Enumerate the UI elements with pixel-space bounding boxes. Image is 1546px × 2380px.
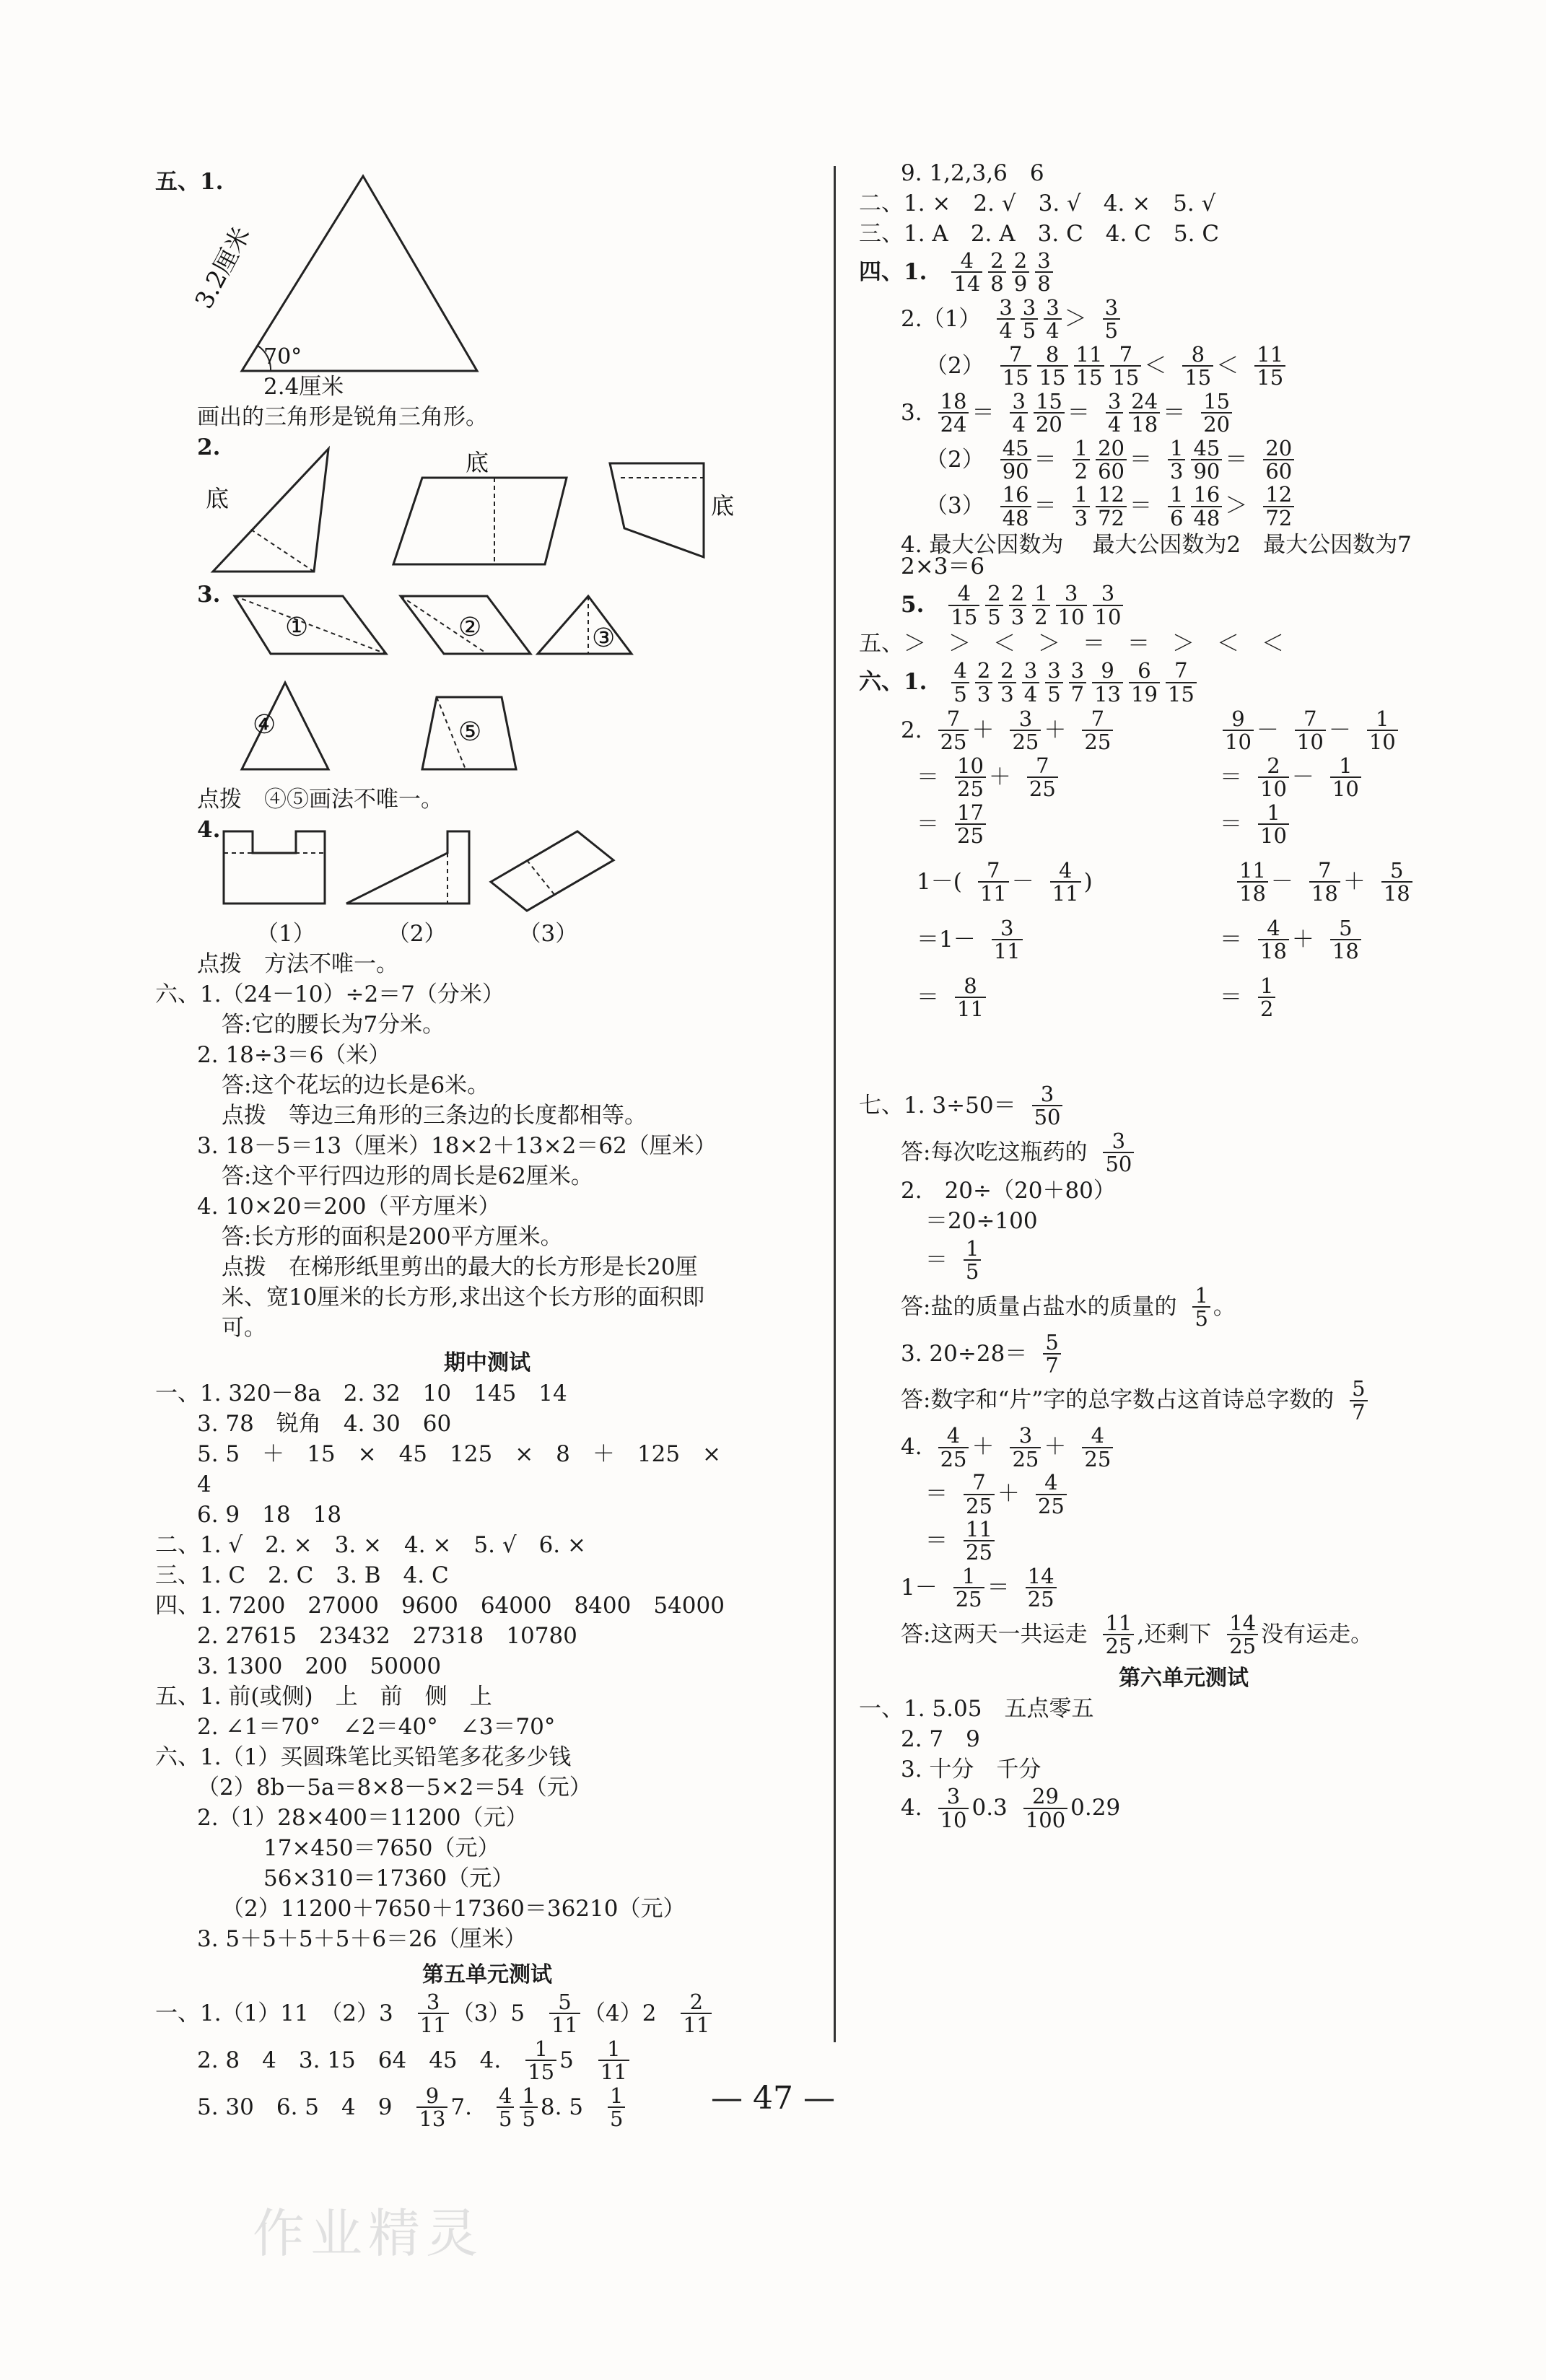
text: 2. — [901, 717, 922, 744]
fraction: $\frac{9}{10}$ — [1223, 708, 1254, 753]
fraction: $\frac{4}{18}$ — [1258, 917, 1289, 963]
text: ＝ — [1130, 446, 1152, 473]
fraction: $\frac{7}{10}$ — [1295, 708, 1326, 753]
mid-r18: 3. 5＋5＋5＋5＋6＝26（厘米） — [197, 1926, 527, 1953]
fraction: $\frac{2}{3}$ — [1009, 582, 1026, 628]
s6-p1: 六、1.（24－10）÷2＝7（分米） — [155, 981, 505, 1007]
text: ＝ — [1220, 811, 1242, 838]
text: ＝ — [1220, 764, 1242, 791]
fraction: $\frac{7}{11}$ — [978, 859, 1009, 905]
fraction: $\frac{45}{90}$ — [1000, 437, 1031, 483]
fraction: $\frac{4}{5}$ — [951, 660, 969, 705]
fraction: $\frac{1}{10}$ — [1330, 755, 1361, 800]
u5-a1-c: （4）2 — [582, 2000, 657, 2027]
si4-text: 4. 最大公因数为 — [901, 531, 1064, 558]
mid-r11: 2. ∠1＝70° ∠2＝40° ∠3＝70° — [197, 1714, 556, 1741]
fraction: $\frac{1}{2}$ — [1258, 975, 1275, 1020]
text: 1－ — [901, 1574, 938, 1601]
fraction: $\frac{11}{15}$ — [1074, 344, 1105, 389]
fraction: $\frac{3}{50}$ — [1032, 1083, 1063, 1129]
mid-r7: 四、1. 7200 27000 9600 64000 8400 54000 — [155, 1593, 725, 1619]
calc-line — [1234, 859, 1415, 905]
s6-p2: 2. 18÷3＝6（米） — [197, 1041, 391, 1068]
fraction: $\frac{24}{18}$ — [1129, 390, 1160, 436]
shape-4: ④ — [253, 710, 276, 740]
text: ,还剩下 — [1137, 1621, 1212, 1648]
calc-line — [1220, 975, 1278, 1020]
fraction: $\frac{3}{50}$ — [1103, 1130, 1134, 1176]
cut-captions — [155, 919, 819, 948]
fraction: $\frac{11}{18}$ — [1237, 859, 1268, 905]
fraction: $\frac{2}{8}$ — [988, 250, 1005, 295]
u5-a2-text: 2. 8 4 3. 15 64 45 4. — [197, 2047, 502, 2073]
fraction: $\frac{3}{11}$ — [992, 917, 1023, 963]
text: ＝ — [987, 1574, 1010, 1601]
text: 答:盐的质量占盐水的质量的 — [901, 1293, 1177, 1320]
text: 七、1. 3÷50＝ — [859, 1093, 1016, 1119]
mid-r5: 二、1. √ 2. × 3. × 4. × 5. √ 6. × — [155, 1532, 586, 1559]
r-si3 — [859, 390, 1508, 436]
triangle-base-label: 2.4厘米 — [263, 373, 344, 400]
mid-r2: 3. 78 锐角 4. 30 60 — [197, 1411, 452, 1438]
text: ＋ — [1291, 927, 1314, 953]
fraction: $\frac{6}{19}$ — [1129, 660, 1160, 705]
text: 1－( — [917, 869, 962, 896]
text: 答:每次吃这瓶药的 — [901, 1139, 1088, 1165]
fraction: $\frac{1}{5}$ — [964, 1238, 981, 1283]
r-qi1 — [859, 1083, 1508, 1129]
heights-figure — [206, 449, 754, 579]
text: ＋ — [997, 1481, 1020, 1508]
fraction: $\frac{5}{18}$ — [1381, 859, 1412, 905]
fraction: $\frac{9}{13}$ — [1092, 660, 1123, 705]
r-liu2-calc — [859, 706, 1508, 1082]
text: （2） — [925, 446, 984, 473]
text: ＞ — [1064, 305, 1087, 332]
fraction: $\frac{3}{25}$ — [1010, 708, 1041, 753]
fraction: $\frac{2}{3}$ — [975, 660, 992, 705]
fraction: $\frac{1}{5}$ — [520, 2085, 537, 2130]
r-si3c — [859, 484, 1508, 529]
calc-line — [1220, 755, 1364, 800]
fraction: $\frac{2}{3}$ — [998, 660, 1016, 705]
s6-p3: 3. 18－5＝13（厘米）18×2＋13×2＝62（厘米） — [197, 1132, 717, 1159]
midterm-title: 期中测试 — [444, 1350, 530, 1375]
text: 3. — [901, 399, 922, 426]
fraction: $\frac{4}{15}$ — [948, 582, 979, 628]
text: － — [1270, 869, 1293, 896]
text: ＋ — [1044, 717, 1067, 744]
r-si3b — [859, 437, 1508, 483]
fraction: $\frac{1}{2}$ — [1032, 582, 1049, 628]
shapes-figure — [227, 589, 733, 784]
unit6-title: 第六单元测试 — [1119, 1665, 1249, 1691]
s6-p4-tip3: 可。 — [222, 1314, 266, 1341]
fraction: $\frac{7}{15}$ — [1000, 344, 1031, 389]
fraction: $\frac{12}{72}$ — [1096, 484, 1127, 529]
calc-line — [917, 755, 1061, 800]
triangle-note: 画出的三角形是锐角三角形。 — [197, 403, 488, 430]
fraction: $\frac{4}{25}$ — [1082, 1425, 1113, 1470]
text: 4. — [901, 1795, 922, 1821]
text: － — [1256, 717, 1279, 744]
r-wu: 五、＞ ＞ ＜ ＞ ＝ ＝ ＞ ＜ ＜ — [859, 630, 1284, 657]
text: ＝ — [917, 764, 939, 791]
fraction: $\frac{1}{3}$ — [1073, 484, 1090, 529]
text: 4. — [901, 1434, 922, 1461]
u5-a2-b: 5 — [559, 2047, 574, 2073]
u5-a2 — [155, 2038, 819, 2083]
calc-line — [1220, 708, 1401, 753]
text: 答:数字和“片”字的总字数占这首诗总字数的 — [901, 1387, 1335, 1414]
mid-r17: （2）11200＋7650＋17360＝36210（元） — [222, 1896, 686, 1922]
tip-drawing: 点拨 ④⑤画法不唯一。 — [197, 786, 443, 813]
fraction: $\frac{4}{25}$ — [938, 1425, 969, 1470]
r-qi4d — [859, 1565, 1508, 1611]
text: ＝ — [1034, 446, 1057, 473]
mid-r4: 6. 9 18 18 — [197, 1502, 342, 1528]
u6-d — [859, 1785, 1508, 1831]
fraction: $\frac{5}{7}$ — [1043, 1331, 1060, 1377]
text: ＝ — [925, 1481, 948, 1508]
text: ＝ — [1225, 446, 1248, 473]
u5-a1-b: （3）5 — [451, 2000, 525, 2027]
mid-r15: 17×450＝7650（元） — [263, 1835, 500, 1862]
r-qi4c — [859, 1518, 1508, 1564]
u6-c: 3. 十分 千分 — [901, 1756, 1041, 1782]
calc-line — [901, 708, 1116, 753]
mid-r9: 3. 1300 200 50000 — [197, 1653, 442, 1680]
s6-p4: 4. 10×20＝200（平方厘米） — [197, 1193, 501, 1220]
text: ＝1－ — [917, 927, 976, 953]
text: ＝ — [917, 811, 939, 838]
text: ＜ — [1216, 352, 1239, 379]
fraction: $\frac{8}{11}$ — [955, 975, 986, 1020]
fraction: $\frac{1}{25}$ — [953, 1565, 984, 1611]
fig2-base-c: 底 — [711, 492, 735, 520]
fraction: $\frac{3}{8}$ — [1035, 250, 1052, 295]
r-si5 — [859, 582, 1508, 628]
fraction: $\frac{18}{24}$ — [938, 390, 969, 436]
text: 六、1. — [859, 669, 927, 696]
text: ＝ — [917, 984, 939, 1011]
calc-line — [1220, 917, 1364, 963]
fraction: $\frac{3}{10}$ — [1093, 582, 1124, 628]
fraction: $\frac{7}{25}$ — [964, 1471, 995, 1517]
text: 0.29 — [1070, 1795, 1121, 1821]
text: ＋ — [988, 764, 1011, 791]
fraction: $\frac{3}{11}$ — [418, 1991, 449, 2036]
fraction: $\frac{1}{6}$ — [1168, 484, 1185, 529]
u5-a3-text: 5. 30 6. 5 4 9 — [197, 2094, 393, 2120]
text: ＜ — [1144, 352, 1167, 379]
mid-r1: 一、1. 320－8a 2. 32 10 145 14 — [155, 1381, 567, 1407]
r-qi3a — [859, 1378, 1508, 1423]
fraction: $\frac{4}{11}$ — [1050, 859, 1081, 905]
fraction: $\frac{1}{5}$ — [1192, 1285, 1210, 1330]
r-qi1a — [859, 1130, 1508, 1176]
r-qi2: 2. 20÷（20＋80） — [901, 1178, 1116, 1204]
mid-r13: （2）8b－5a＝8×8－5×2＝54（元） — [197, 1775, 592, 1801]
mid-r6: 三、1. C 2. C 3. B 4. C — [155, 1562, 449, 1589]
left-column — [155, 166, 819, 2132]
s6-p4-tip2: 米、宽10厘米的长方形,求出这个长方形的面积即 — [222, 1284, 705, 1311]
cut-figure — [224, 824, 628, 918]
r-si2 — [859, 294, 1508, 344]
text: ＋ — [971, 1434, 995, 1461]
fraction: $\frac{15}{20}$ — [1201, 390, 1232, 436]
shape-1: ① — [285, 613, 309, 642]
text: 5. — [901, 592, 925, 618]
shape-3: ③ — [592, 624, 616, 653]
fraction: $\frac{5}{18}$ — [1330, 917, 1361, 963]
text: ＝ — [971, 399, 995, 426]
fraction: $\frac{15}{20}$ — [1034, 390, 1065, 436]
calc-line — [917, 975, 989, 1020]
fraction: $\frac{12}{72}$ — [1263, 484, 1294, 529]
fraction: $\frac{1}{11}$ — [598, 2038, 629, 2083]
fraction: $\frac{5}{11}$ — [549, 1991, 580, 2036]
q2-label: 2. — [197, 434, 221, 460]
fraction: $\frac{4}{14}$ — [951, 250, 982, 295]
calc-line — [1220, 802, 1292, 847]
text: （3） — [925, 493, 984, 520]
mid-r3b: 4 — [197, 1471, 211, 1498]
fraction: $\frac{45}{90}$ — [1191, 437, 1222, 483]
watermark: 作业精灵 — [253, 2203, 484, 2264]
mid-r14: 2.（1）28×400＝11200（元） — [197, 1805, 528, 1832]
text: 四、1. — [859, 259, 927, 286]
s6-p1-answer: 答:它的腰长为7分米。 — [222, 1011, 445, 1038]
fraction: $\frac{7}{25}$ — [1027, 755, 1058, 800]
text: ＋ — [1044, 1434, 1067, 1461]
fraction: $\frac{3}{5}$ — [1103, 297, 1120, 342]
fraction: $\frac{8}{15}$ — [1182, 344, 1213, 389]
calc-line — [917, 802, 989, 847]
text: ＝ — [1220, 984, 1242, 1011]
unit5-title: 第五单元测试 — [422, 1961, 552, 1987]
r-si2b — [859, 341, 1508, 390]
fraction: $\frac{7}{25}$ — [938, 708, 969, 753]
text: － — [1291, 764, 1314, 791]
r-qi2c — [859, 1235, 1508, 1285]
fraction: $\frac{1}{2}$ — [1073, 437, 1090, 483]
mid-r16: 56×310＝17360（元） — [263, 1865, 515, 1892]
fraction: $\frac{7}{15}$ — [1166, 660, 1197, 705]
s6-p4-tip1: 点拨 在梯形纸里剪出的最大的长方形是长20厘 — [222, 1254, 698, 1280]
r-9: 9. 1,2,3,6 6 — [901, 159, 1044, 186]
fraction: $\frac{3}{10}$ — [938, 1785, 969, 1831]
text: ＋ — [971, 717, 995, 744]
u5-a3-b: 7. — [450, 2094, 472, 2120]
fraction: $\frac{16}{48}$ — [1000, 484, 1031, 529]
fraction: $\frac{1}{15}$ — [525, 2038, 556, 2083]
fraction: $\frac{3}{25}$ — [1010, 1425, 1041, 1470]
triangle-side-label: 3.2厘米 — [189, 222, 257, 314]
text: 3. 20÷28＝ — [901, 1340, 1028, 1367]
fraction: $\frac{3}{5}$ — [1021, 297, 1038, 342]
fraction: $\frac{10}{25}$ — [955, 755, 986, 800]
r-qi4 — [859, 1425, 1508, 1470]
text: 0.3 — [971, 1795, 1008, 1821]
caption-3: （3） — [518, 920, 578, 947]
text: ＋ — [1342, 869, 1366, 896]
fraction: $\frac{4}{5}$ — [497, 2085, 514, 2130]
text: ＝ — [1220, 927, 1242, 953]
text: 没有运走。 — [1261, 1621, 1374, 1648]
fraction: $\frac{1}{10}$ — [1367, 708, 1398, 753]
fraction: $\frac{2}{10}$ — [1258, 755, 1289, 800]
fraction: $\frac{11}{25}$ — [1103, 1612, 1134, 1658]
text: 答:这两天一共运走 — [901, 1621, 1088, 1648]
fraction: $\frac{11}{25}$ — [964, 1518, 995, 1564]
fraction: $\frac{20}{60}$ — [1263, 437, 1294, 483]
fraction: $\frac{9}{13}$ — [416, 2085, 447, 2130]
fraction: $\frac{1}{10}$ — [1258, 802, 1289, 847]
text: ＝ — [925, 1528, 948, 1554]
triangle-figure — [189, 169, 530, 378]
fraction: $\frac{2}{9}$ — [1012, 250, 1029, 295]
fraction: $\frac{8}{15}$ — [1037, 344, 1068, 389]
r-qi4a — [859, 1612, 1508, 1658]
mid-r12: 六、1.（1）买圆珠笔比买铅笔多花多少钱 — [155, 1744, 572, 1771]
fraction: $\frac{4}{25}$ — [1036, 1471, 1067, 1517]
r-qi2b: ＝20÷100 — [925, 1208, 1038, 1235]
fraction: $\frac{2}{5}$ — [985, 582, 1003, 628]
fraction: $\frac{14}{25}$ — [1227, 1612, 1258, 1658]
text: － — [1328, 717, 1351, 744]
fraction: $\frac{3}{5}$ — [1045, 660, 1062, 705]
fraction: $\frac{3}{7}$ — [1069, 660, 1086, 705]
shape-5: ⑤ — [458, 717, 482, 747]
calc-line — [917, 917, 1026, 963]
fraction: $\frac{3}{10}$ — [1056, 582, 1087, 628]
q4-label: 4. — [197, 816, 221, 843]
column-divider — [834, 166, 836, 2042]
mid-r3: 5. 5 ＋ 15 × 45 125 × 8 ＋ 125 × — [197, 1441, 722, 1468]
u6-a: 一、1. 5.05 五点零五 — [859, 1695, 1094, 1722]
shape-2: ② — [458, 613, 482, 642]
r-si4b: 2×3＝6 — [901, 553, 985, 579]
fig2-base-b: 底 — [466, 449, 489, 476]
s6-p3-answer: 答:这个平行四边形的周长是62厘米。 — [222, 1163, 593, 1189]
mid-r10: 五、1. 前(或侧) 上 前 侧 上 — [155, 1684, 492, 1710]
caption-2: （2） — [387, 920, 447, 947]
r-er: 二、1. × 2. √ 3. √ 4. × 5. √ — [859, 190, 1216, 216]
u5-a1-text: 一、1.（1）11 （2）3 — [155, 2000, 393, 2027]
r-qi4b — [859, 1471, 1508, 1517]
u5-a1 — [155, 1991, 819, 2036]
fig2-base-a: 底 — [206, 485, 230, 512]
text: ＝ — [1034, 493, 1057, 520]
text: ) — [1083, 869, 1093, 896]
fraction: $\frac{3}{4}$ — [1010, 390, 1027, 436]
fraction: $\frac{16}{48}$ — [1191, 484, 1222, 529]
fraction: $\frac{7}{25}$ — [1082, 708, 1113, 753]
calc-line — [917, 859, 1106, 905]
triangle-angle-label: 70° — [263, 344, 302, 369]
section5-label: 五、1. — [155, 168, 224, 195]
fraction: $\frac{20}{60}$ — [1096, 437, 1127, 483]
fraction: $\frac{3}{4}$ — [997, 297, 1014, 342]
fraction: $\frac{14}{25}$ — [1026, 1565, 1057, 1611]
caption-1: （1） — [256, 920, 315, 947]
page-number: — 47 — — [711, 2080, 835, 2117]
r-qi2a — [859, 1282, 1508, 1331]
r-qi3 — [859, 1331, 1508, 1377]
tip-method: 点拨 方法不唯一。 — [197, 950, 398, 977]
text: ＝ — [925, 1246, 948, 1273]
si4-rest: 最大公因数为2 最大公因数为7 — [1092, 531, 1412, 558]
s6-p2-tip: 点拨 等边三角形的三条边的长度都相等。 — [222, 1102, 647, 1129]
mid-r8: 2. 27615 23432 27318 10780 — [197, 1623, 577, 1650]
fraction: $\frac{29}{100}$ — [1023, 1785, 1067, 1831]
fraction: $\frac{1}{5}$ — [608, 2085, 625, 2130]
u6-b: 2. 7 9 — [901, 1725, 980, 1752]
fraction: $\frac{11}{15}$ — [1254, 344, 1285, 389]
text: － — [1011, 869, 1034, 896]
text: （2） — [925, 352, 984, 379]
fraction: $\frac{17}{25}$ — [955, 802, 986, 847]
text: 2.（1） — [901, 305, 982, 332]
right-column — [859, 159, 1508, 1832]
fraction: $\frac{1}{3}$ — [1168, 437, 1185, 483]
fraction: $\frac{5}{7}$ — [1350, 1378, 1367, 1423]
s6-p4-answer: 答:长方形的面积是200平方厘米。 — [222, 1223, 563, 1250]
r-si1 — [859, 250, 1508, 295]
s6-p2-answer: 答:这个花坛的边长是6米。 — [222, 1072, 490, 1098]
r-liu1 — [859, 660, 1508, 705]
fraction: $\frac{3}{4}$ — [1044, 297, 1061, 342]
fraction: $\frac{3}{4}$ — [1106, 390, 1123, 436]
fraction: $\frac{7}{18}$ — [1309, 859, 1340, 905]
text: ＝ — [1163, 399, 1186, 426]
fraction: $\frac{2}{11}$ — [681, 1991, 712, 2036]
text: 。 — [1213, 1293, 1236, 1320]
text: ＝ — [1067, 399, 1090, 426]
text: ＞ — [1225, 493, 1248, 520]
q3-label: 3. — [197, 581, 221, 608]
text: ＝ — [1130, 493, 1152, 520]
fraction: $\frac{7}{15}$ — [1110, 344, 1141, 389]
fraction: $\frac{3}{4}$ — [1022, 660, 1039, 705]
u5-a3-c: 8. 5 — [540, 2094, 584, 2120]
r-san: 三、1. A 2. A 3. C 4. C 5. C — [859, 220, 1220, 247]
